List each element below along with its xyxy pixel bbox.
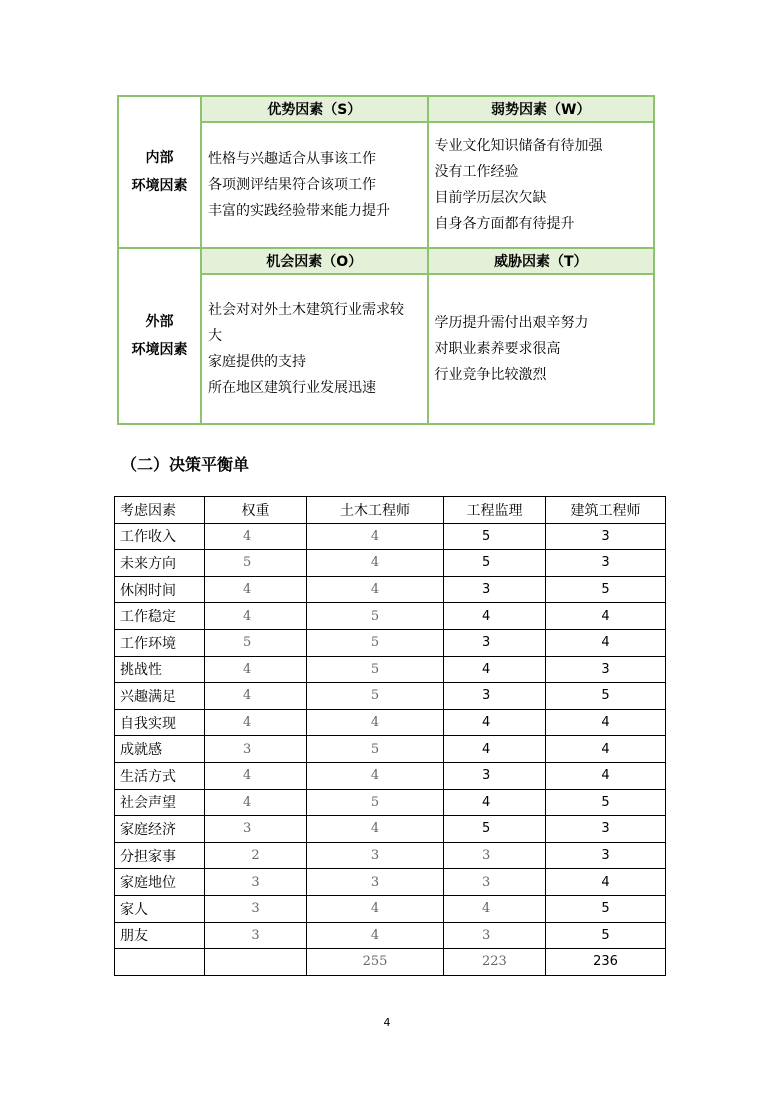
- threat-item: 学历提升需付出艰辛努力: [434, 315, 589, 331]
- weight-cell: 4: [205, 762, 307, 789]
- table-row: [115, 523, 666, 550]
- supervision-cell: 3: [444, 869, 546, 896]
- supervision-cell: 3: [444, 576, 546, 603]
- architect-cell: 4: [546, 603, 666, 630]
- civil-engineer-cell: 5: [307, 683, 444, 710]
- factor-cell: 分担家事: [115, 842, 205, 869]
- table-row: [115, 709, 666, 736]
- weight-cell: 5: [205, 550, 307, 577]
- header-civil-engineer: 土木工程师: [307, 497, 444, 524]
- page-number: 4: [383, 1016, 391, 1029]
- supervision-cell: 4: [444, 709, 546, 736]
- factor-cell: 家庭地位: [115, 869, 205, 896]
- weaknesses-heading: 弱势因素（W）: [428, 96, 655, 122]
- weakness-item: 目前学历层次欠缺: [434, 190, 547, 206]
- weight-cell: 4: [205, 576, 307, 603]
- table-row: [115, 842, 666, 869]
- civil-engineer-cell: 5: [307, 736, 444, 763]
- supervision-cell: 4: [444, 895, 546, 922]
- section-title: （二）决策平衡单: [121, 455, 250, 474]
- weight-cell: 4: [205, 789, 307, 816]
- decision-balance-table: [114, 496, 666, 976]
- header-supervision: 工程监理: [444, 497, 546, 524]
- strength-item: 各项测评结果符合该项工作: [208, 177, 376, 193]
- weaknesses-cell: [428, 122, 655, 248]
- totals-factor-cell: [115, 949, 205, 976]
- weight-cell: 5: [205, 629, 307, 656]
- threat-item: 行业竞争比较激烈: [434, 367, 547, 383]
- civil-engineer-cell: 4: [307, 550, 444, 577]
- civil-engineer-cell: 5: [307, 789, 444, 816]
- weight-cell: 4: [205, 603, 307, 630]
- table-row: [115, 789, 666, 816]
- external-factors-label: [118, 248, 201, 424]
- civil-engineer-cell: 4: [307, 762, 444, 789]
- table-row: [115, 576, 666, 603]
- supervision-cell: 4: [444, 603, 546, 630]
- total-civil-engineer: 255: [307, 949, 444, 976]
- threats-heading: 威胁因素（T）: [428, 248, 655, 274]
- swot-table: [117, 95, 655, 425]
- architect-cell: 3: [546, 842, 666, 869]
- weight-cell: 3: [205, 736, 307, 763]
- supervision-cell: 3: [444, 762, 546, 789]
- weight-cell: 2: [205, 842, 307, 869]
- table-row: [115, 656, 666, 683]
- internal-factors-label: [118, 96, 201, 248]
- totals-row: [115, 949, 666, 976]
- factor-cell: 家庭经济: [115, 816, 205, 843]
- architect-cell: 3: [546, 523, 666, 550]
- table-row: [115, 683, 666, 710]
- civil-engineer-cell: 3: [307, 869, 444, 896]
- architect-cell: 5: [546, 576, 666, 603]
- total-supervision: 223: [444, 949, 546, 976]
- architect-cell: 4: [546, 709, 666, 736]
- header-architect: 建筑工程师: [546, 497, 666, 524]
- header-weight: 权重: [205, 497, 307, 524]
- opportunities-cell: [201, 274, 428, 424]
- table-row: [115, 869, 666, 896]
- weight-cell: 3: [205, 816, 307, 843]
- strength-item: 性格与兴趣适合从事该工作: [208, 151, 376, 167]
- factor-cell: 工作环境: [115, 629, 205, 656]
- factor-cell: 挑战性: [115, 656, 205, 683]
- table-row: [115, 603, 666, 630]
- threat-item: 对职业素养要求很高: [434, 341, 561, 357]
- factor-cell: 工作收入: [115, 523, 205, 550]
- supervision-cell: 3: [444, 683, 546, 710]
- architect-cell: 4: [546, 762, 666, 789]
- weight-cell: 3: [205, 869, 307, 896]
- weight-cell: 4: [205, 656, 307, 683]
- civil-engineer-cell: 4: [307, 523, 444, 550]
- supervision-cell: 3: [444, 629, 546, 656]
- supervision-cell: 4: [444, 656, 546, 683]
- weakness-item: 自身各方面都有待提升: [434, 216, 575, 232]
- totals-weight-cell: [205, 949, 307, 976]
- table-row: [115, 629, 666, 656]
- architect-cell: 5: [546, 922, 666, 949]
- factor-cell: 未来方向: [115, 550, 205, 577]
- strength-item: 丰富的实践经验带来能力提升: [208, 203, 390, 219]
- civil-engineer-cell: 4: [307, 576, 444, 603]
- factor-cell: 朋友: [115, 922, 205, 949]
- weakness-item: 专业文化知识储备有待加强: [434, 138, 603, 154]
- internal-label-line2: 环境因素: [131, 178, 188, 194]
- factor-cell: 家人: [115, 895, 205, 922]
- architect-cell: 5: [546, 683, 666, 710]
- opportunity-item: 所在地区建筑行业发展迅速: [208, 380, 376, 396]
- architect-cell: 3: [546, 550, 666, 577]
- factor-cell: 生活方式: [115, 762, 205, 789]
- architect-cell: 4: [546, 869, 666, 896]
- supervision-cell: 5: [444, 816, 546, 843]
- architect-cell: 5: [546, 789, 666, 816]
- factor-cell: 成就感: [115, 736, 205, 763]
- table-row: [115, 816, 666, 843]
- civil-engineer-cell: 5: [307, 629, 444, 656]
- supervision-cell: 4: [444, 789, 546, 816]
- external-label-line2: 环境因素: [131, 342, 188, 358]
- supervision-cell: 3: [444, 922, 546, 949]
- table-row: [115, 736, 666, 763]
- supervision-cell: 3: [444, 842, 546, 869]
- weakness-item: 没有工作经验: [434, 164, 519, 180]
- factor-cell: 休闲时间: [115, 576, 205, 603]
- factor-cell: 社会声望: [115, 789, 205, 816]
- weight-cell: 3: [205, 922, 307, 949]
- architect-cell: 4: [546, 629, 666, 656]
- supervision-cell: 5: [444, 523, 546, 550]
- civil-engineer-cell: 5: [307, 656, 444, 683]
- factor-cell: 兴趣满足: [115, 683, 205, 710]
- supervision-cell: 4: [444, 736, 546, 763]
- supervision-cell: 5: [444, 550, 546, 577]
- civil-engineer-cell: 4: [307, 816, 444, 843]
- table-row: [115, 762, 666, 789]
- table-header-row: [115, 497, 666, 524]
- weight-cell: 4: [205, 709, 307, 736]
- header-factor: 考虑因素: [115, 497, 205, 524]
- opportunity-item: 大: [208, 328, 222, 344]
- civil-engineer-cell: 5: [307, 603, 444, 630]
- architect-cell: 5: [546, 895, 666, 922]
- opportunity-item: 家庭提供的支持: [208, 354, 306, 370]
- strengths-cell: [201, 122, 428, 248]
- total-architect: 236: [546, 949, 666, 976]
- strengths-heading: 优势因素（S）: [201, 96, 428, 122]
- architect-cell: 3: [546, 816, 666, 843]
- civil-engineer-cell: 4: [307, 922, 444, 949]
- threats-cell: [428, 274, 655, 424]
- table-row: [115, 550, 666, 577]
- table-row: [115, 895, 666, 922]
- factor-cell: 工作稳定: [115, 603, 205, 630]
- weight-cell: 3: [205, 895, 307, 922]
- opportunities-heading: 机会因素（O）: [201, 248, 428, 274]
- factor-cell: 自我实现: [115, 709, 205, 736]
- external-label-line1: 外部: [145, 314, 174, 330]
- opportunity-item: 社会对对外土木建筑行业需求较: [208, 302, 404, 318]
- civil-engineer-cell: 4: [307, 709, 444, 736]
- internal-label-line1: 内部: [145, 150, 174, 166]
- weight-cell: 4: [205, 683, 307, 710]
- civil-engineer-cell: 3: [307, 842, 444, 869]
- architect-cell: 4: [546, 736, 666, 763]
- architect-cell: 3: [546, 656, 666, 683]
- table-row: [115, 922, 666, 949]
- civil-engineer-cell: 4: [307, 895, 444, 922]
- weight-cell: 4: [205, 523, 307, 550]
